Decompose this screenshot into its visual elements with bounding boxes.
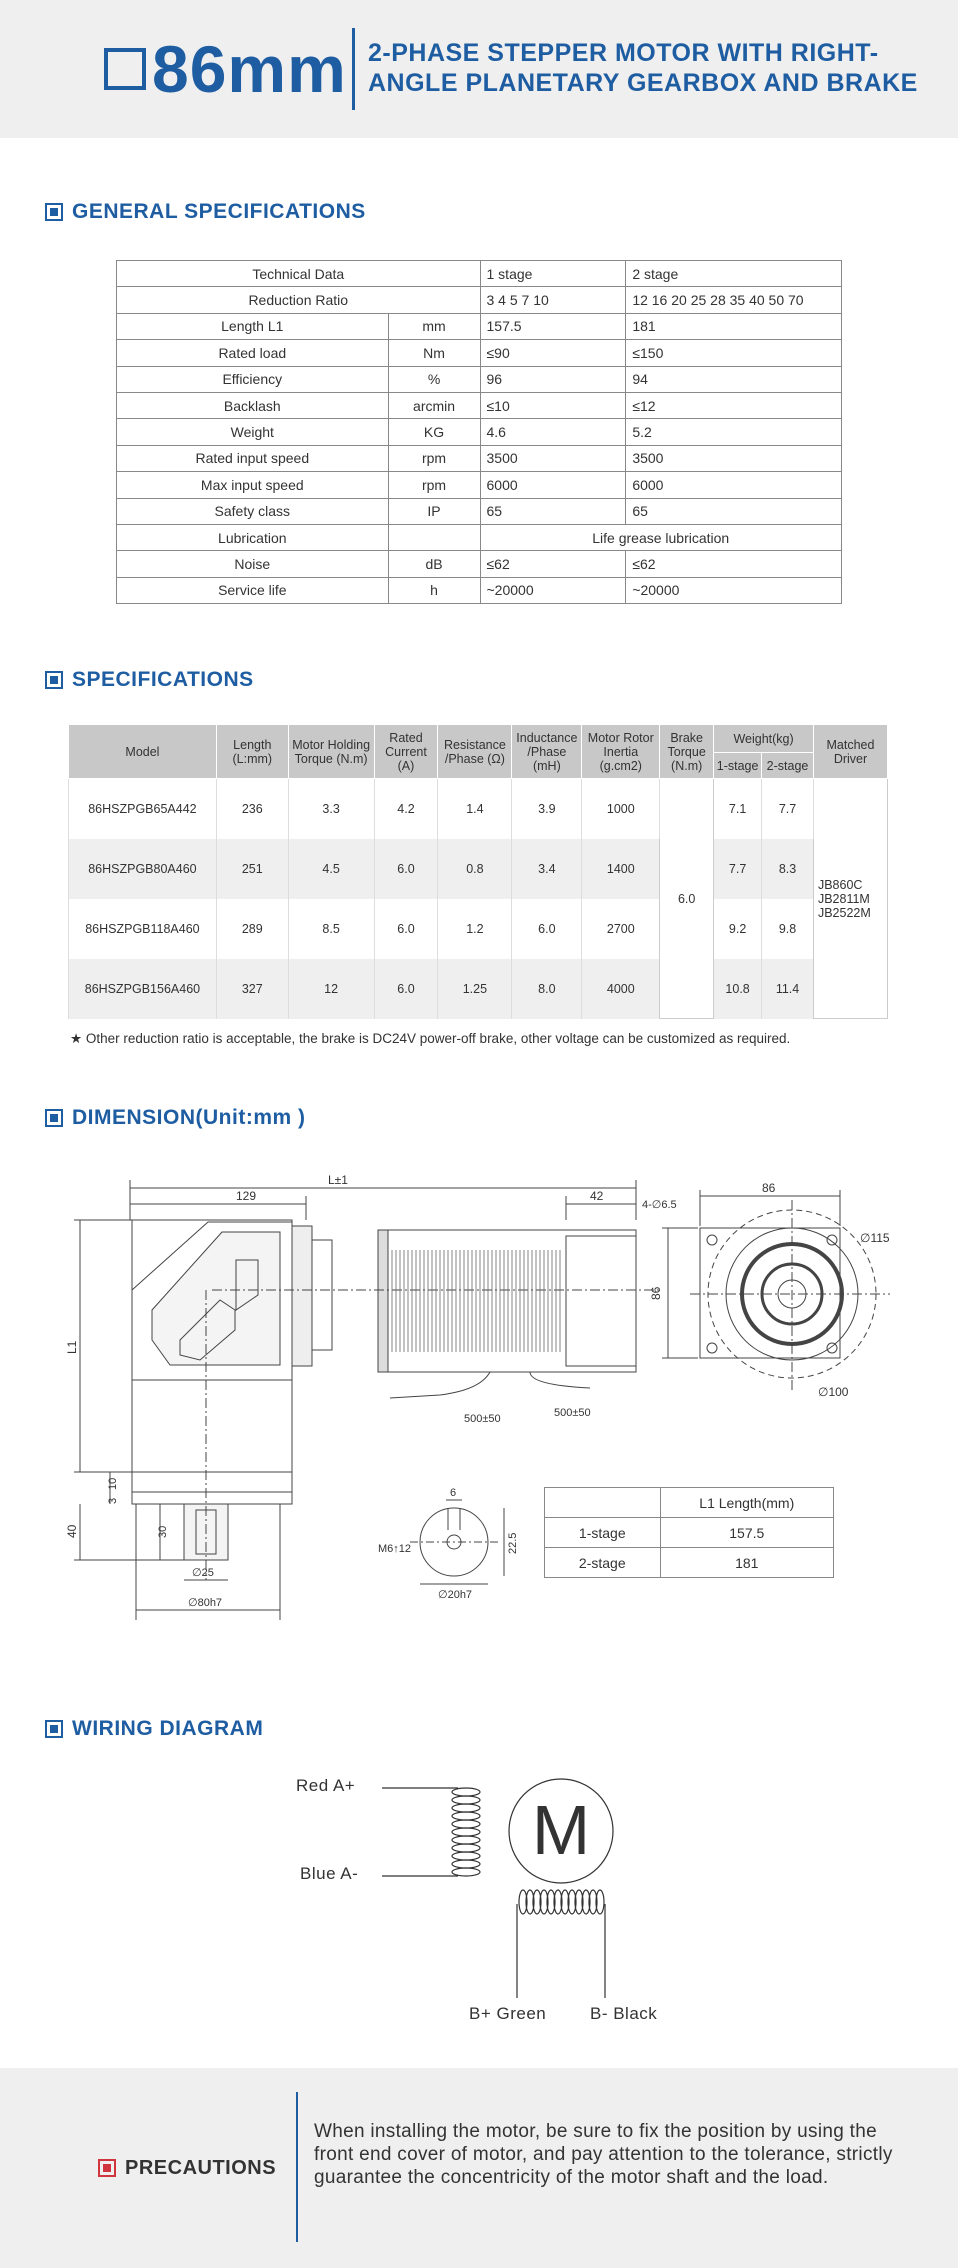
- table-cell: Weight: [117, 419, 389, 445]
- table-cell: 2 stage: [626, 261, 842, 287]
- dim-label: ∅100: [818, 1385, 849, 1399]
- dim-label: 500±50: [554, 1407, 591, 1419]
- specs-title: SPECIFICATIONS: [72, 668, 254, 691]
- table-cell: 157.5: [480, 313, 626, 339]
- table-cell: Service life: [117, 577, 389, 603]
- precautions-text: When installing the motor, be sure to fix the position by using the front end cover of motor, and pay attention to the tolerance, strictly guarantee the concentricity of the motor shaft and the load.: [314, 2121, 893, 2188]
- coil-turn: [452, 1836, 480, 1844]
- coil-turn: [452, 1812, 480, 1820]
- wiring-heading: [45, 1716, 263, 1742]
- table-cell: ≤62: [480, 551, 626, 577]
- table-cell: KG: [388, 419, 480, 445]
- dim-label: 86: [649, 1286, 663, 1300]
- table-cell: Efficiency: [117, 366, 389, 392]
- table-cell: 181: [660, 1548, 833, 1578]
- table-row: [117, 261, 842, 287]
- table-cell: Lubrication: [117, 524, 389, 550]
- table-cell: Technical Data: [117, 261, 481, 287]
- table-cell: %: [388, 366, 480, 392]
- table-cell: 3.3: [288, 779, 374, 839]
- table-cell: 0.8: [438, 839, 512, 899]
- motor-symbol: M: [531, 1791, 591, 1869]
- table-cell: 65: [480, 498, 626, 524]
- table-row: [69, 899, 888, 959]
- general-specs-heading: [45, 199, 366, 225]
- table-cell: 3 4 5 7 10: [480, 287, 626, 313]
- table-cell: 9.2: [714, 899, 762, 959]
- dim-label: 42: [590, 1189, 604, 1203]
- coil-turn: [452, 1828, 480, 1836]
- table-row: [545, 1488, 834, 1518]
- table-cell: 4.5: [288, 839, 374, 899]
- table-cell: 6.0: [512, 899, 582, 959]
- section-square-icon: [45, 671, 63, 689]
- dim-label: ∅80h7: [188, 1597, 223, 1609]
- table-cell: Max input speed: [117, 472, 389, 498]
- table-cell: 3500: [626, 445, 842, 471]
- wire-label-green: B+ Green: [469, 2004, 547, 2023]
- frame-size: 86mm: [152, 32, 347, 106]
- wire-label-blue: Blue A-: [300, 1864, 359, 1883]
- precautions-title: PRECAUTIONS: [125, 2156, 277, 2179]
- wire-label-red: Red A+: [296, 1776, 356, 1795]
- table-cell: 6.0: [374, 839, 438, 899]
- column-header: Motor Rotor Inertia (g.cm2): [582, 725, 660, 779]
- page-title: 2-PHASE STEPPER MOTOR WITH RIGHT-ANGLE PLANETARY GEARBOX AND BRAKE: [368, 39, 918, 97]
- table-cell: 2700: [582, 899, 660, 959]
- table-cell: 8.0: [512, 959, 582, 1019]
- header-divider: [352, 28, 355, 110]
- table-cell: rpm: [388, 472, 480, 498]
- precautions-heading: [98, 2155, 276, 2181]
- table-cell: mm: [388, 313, 480, 339]
- wiring-title: WIRING DIAGRAM: [72, 1717, 264, 1740]
- table-cell: 1.2: [438, 899, 512, 959]
- table-cell: 236: [216, 779, 288, 839]
- table-row: [117, 313, 842, 339]
- table-cell: 4.6: [480, 419, 626, 445]
- table-row: [117, 392, 842, 418]
- table-row: [117, 498, 842, 524]
- table-cell: 8.5: [288, 899, 374, 959]
- table-row: [117, 445, 842, 471]
- table-row: [545, 1518, 834, 1548]
- table-cell: 3.9: [512, 779, 582, 839]
- specs-heading: [45, 667, 254, 693]
- coil-turn: [452, 1804, 480, 1812]
- table-cell: 1400: [582, 839, 660, 899]
- dimension-heading: [45, 1105, 306, 1131]
- dim-label: ∅115: [860, 1231, 890, 1245]
- table-cell: 1.25: [438, 959, 512, 1019]
- column-header: Resistance /Phase (Ω): [438, 725, 512, 779]
- precautions-divider: [296, 2092, 298, 2242]
- table-row: [117, 287, 842, 313]
- dim-label: 500±50: [464, 1413, 501, 1425]
- dim-label: 6: [450, 1487, 457, 1499]
- table-cell: 3.4: [512, 839, 582, 899]
- dim-label: 30: [157, 1525, 169, 1538]
- table-cell: 1.4: [438, 779, 512, 839]
- column-header: Weight(kg): [714, 725, 814, 753]
- table-cell: L1 Length(mm): [660, 1488, 833, 1518]
- table-cell: 289: [216, 899, 288, 959]
- dim-label: 129: [236, 1189, 257, 1203]
- driver-name: JB2811M: [817, 891, 870, 906]
- table-row: [117, 577, 842, 603]
- table-cell: IP: [388, 498, 480, 524]
- column-header: Rated Current (A): [374, 725, 438, 779]
- dim-label: 4-∅6.5: [642, 1199, 677, 1211]
- dim-label: M6↑12: [378, 1543, 412, 1555]
- table-cell: Backlash: [117, 392, 389, 418]
- table-cell: Noise: [117, 551, 389, 577]
- table-cell: Safety class: [117, 498, 389, 524]
- table-cell: 1-stage: [545, 1518, 661, 1548]
- table-cell: h: [388, 577, 480, 603]
- table-cell: 7.1: [714, 779, 762, 839]
- section-square-icon: [45, 203, 63, 221]
- dim-label: 22.5: [507, 1532, 519, 1554]
- table-cell: 2-stage: [545, 1548, 661, 1578]
- table-row: [117, 472, 842, 498]
- section-square-icon: [45, 1720, 63, 1738]
- table-row: [69, 959, 888, 1019]
- table-row: [117, 551, 842, 577]
- table-cell: rpm: [388, 445, 480, 471]
- table-cell: Rated input speed: [117, 445, 389, 471]
- table-cell: Reduction Ratio: [117, 287, 481, 313]
- dim-label: ∅25: [192, 1567, 214, 1579]
- table-cell: 86HSZPGB118A460: [69, 899, 217, 959]
- table-cell: 181: [626, 313, 842, 339]
- table-cell: 251: [216, 839, 288, 899]
- column-header: Inductance /Phase (mH): [512, 725, 582, 779]
- dim-label: L±1: [328, 1173, 348, 1187]
- table-cell: 86HSZPGB65A442: [69, 779, 217, 839]
- table-cell: 6.0: [374, 959, 438, 1019]
- dim-label: 40: [65, 1524, 79, 1538]
- table-cell: 3500: [480, 445, 626, 471]
- table-cell: Rated load: [117, 340, 389, 366]
- table-cell: 4000: [582, 959, 660, 1019]
- dim-label: ∅20h7: [438, 1589, 473, 1601]
- table-cell: ~20000: [626, 577, 842, 603]
- table-row: [117, 340, 842, 366]
- square-flange-icon: [104, 48, 146, 90]
- dim-label: 3: [107, 1497, 119, 1504]
- column-header: 2-stage: [762, 753, 814, 779]
- table-cell: 94: [626, 366, 842, 392]
- table-row: [69, 839, 888, 899]
- table-cell: dB: [388, 551, 480, 577]
- table-cell: 6.0: [374, 899, 438, 959]
- dim-label: L1: [65, 1340, 79, 1354]
- table-cell: 327: [216, 959, 288, 1019]
- coil-turn: [452, 1868, 480, 1876]
- table-cell: 10.8: [714, 959, 762, 1019]
- general-specs-title: GENERAL SPECIFICATIONS: [72, 200, 366, 223]
- table-cell: 1 stage: [480, 261, 626, 287]
- coil-turn: [452, 1844, 480, 1852]
- table-cell: 8.3: [762, 839, 814, 899]
- table-cell: 86HSZPGB156A460: [69, 959, 217, 1019]
- column-header: Matched Driver: [813, 725, 887, 779]
- table-cell: Length L1: [117, 313, 389, 339]
- table-cell: 4.2: [374, 779, 438, 839]
- section-square-icon: [98, 2159, 116, 2177]
- column-header: Brake Torque (N.m): [660, 725, 714, 779]
- footnote: ★ Other reduction ratio is acceptable, the brake is DC24V power-off brake, other voltage can be customized as required.: [70, 1031, 791, 1046]
- dimension-drawing: [60, 1160, 900, 1660]
- column-header: Motor Holding Torque (N.m): [288, 725, 374, 779]
- table-cell: ≤150: [626, 340, 842, 366]
- matched-driver-cell: [813, 779, 887, 1019]
- driver-name: JB860C: [817, 877, 863, 892]
- column-header: 1-stage: [714, 753, 762, 779]
- coil-turn: [452, 1820, 480, 1828]
- table-cell: ≤12: [626, 392, 842, 418]
- table-cell: ≤90: [480, 340, 626, 366]
- table-cell: 7.7: [714, 839, 762, 899]
- general-specs-table: [116, 260, 842, 604]
- table-cell: 9.8: [762, 899, 814, 959]
- table-header-row: [69, 725, 888, 753]
- table-cell: 6000: [626, 472, 842, 498]
- wire-label-black: B- Black: [590, 2004, 658, 2023]
- column-header: Length (L:mm): [216, 725, 288, 779]
- table-row: [117, 366, 842, 392]
- table-cell: 96: [480, 366, 626, 392]
- table-cell: ~20000: [480, 577, 626, 603]
- dimension-title: DIMENSION(Unit:mm ): [72, 1106, 306, 1129]
- table-cell: 11.4: [762, 959, 814, 1019]
- table-cell: 12 16 20 25 28 35 40 50 70: [626, 287, 842, 313]
- table-cell: 7.7: [762, 779, 814, 839]
- dim-label: 10: [107, 1477, 119, 1490]
- table-row: [69, 779, 888, 839]
- wiring-diagram: [280, 1768, 640, 2008]
- specs-table: [68, 724, 888, 1019]
- coil-turn: [452, 1860, 480, 1868]
- table-cell: Life grease lubrication: [480, 524, 842, 550]
- table-cell: arcmin: [388, 392, 480, 418]
- table-cell: 86HSZPGB80A460: [69, 839, 217, 899]
- table-cell: 5.2: [626, 419, 842, 445]
- section-square-icon: [45, 1109, 63, 1127]
- table-cell: 157.5: [660, 1518, 833, 1548]
- table-row: [117, 419, 842, 445]
- table-cell: 65: [626, 498, 842, 524]
- table-cell: [388, 524, 480, 550]
- brake-torque-cell: 6.0: [660, 779, 714, 1019]
- dim-label: 86: [762, 1181, 776, 1195]
- table-cell: ≤62: [626, 551, 842, 577]
- driver-name: JB2522M: [817, 905, 871, 920]
- table-row: [545, 1548, 834, 1578]
- column-header: Model: [69, 725, 217, 779]
- table-cell: 6000: [480, 472, 626, 498]
- coil-turn: [452, 1852, 480, 1860]
- table-cell: 12: [288, 959, 374, 1019]
- table-cell: ≤10: [480, 392, 626, 418]
- coil-turn: [452, 1788, 480, 1796]
- l1-length-table: [544, 1487, 834, 1578]
- table-cell: Nm: [388, 340, 480, 366]
- table-cell: [545, 1488, 661, 1518]
- table-cell: 1000: [582, 779, 660, 839]
- coil-turn: [452, 1796, 480, 1804]
- table-row: [117, 524, 842, 550]
- header-band: [0, 0, 958, 138]
